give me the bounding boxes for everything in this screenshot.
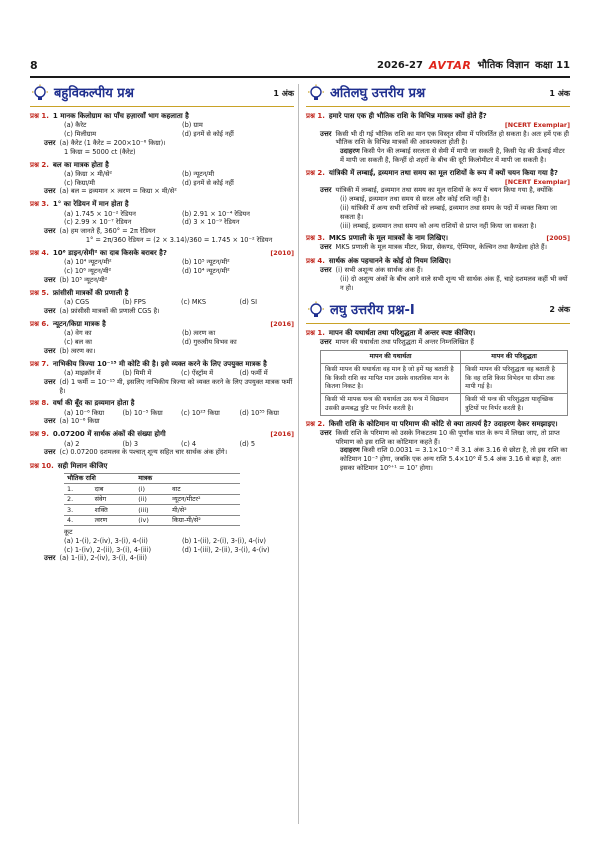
answer-point: (i) लम्बाई, द्रव्यमान तथा समय से सरल और कोई राशि नहीं है। [340, 195, 490, 204]
table-cell: 2. [64, 494, 92, 504]
option: (c) 1-(iv), 2-(ii), 3-(i), 4-(iii) [64, 545, 152, 554]
question-number: प्रश्न 2. [30, 160, 49, 169]
source-tag: [NCERT Exemplar] [504, 121, 570, 130]
option: (b) न्यूटन/मी [182, 169, 215, 178]
example-text: किसी राशि 0.0031 = 3.1×10⁻³ में 3.1 अंक 3.16 से छोटा है, तो इस राशि का कोटिमान 10⁻³ होगा, जबकि एक अन्य राशि 5.4×10⁶ में 5.4 अंक 3.16 से बड़ा है, अतः इसका कोटिमान 10⁶⁺¹ = 10⁷ होगा। [340, 446, 568, 472]
option: (b) मिमी में [122, 369, 152, 378]
answer-label: उत्तर [320, 265, 332, 274]
question-text: सार्थक अंक पहचानने के कोई दो नियम लिखिए। [328, 256, 451, 265]
option: (d) SI [239, 298, 258, 307]
section-marks: 2 अंक [549, 305, 570, 315]
option: (d) 10⁵⁵ किग्रा [239, 408, 279, 417]
table-cell: 1. [64, 484, 92, 494]
table-row [321, 364, 568, 394]
header-year: 2026-27 [377, 60, 423, 72]
option: (a) CGS [64, 298, 90, 307]
table-cell: शक्ति [92, 505, 136, 515]
question-text: यांत्रिकी में लम्बाई, द्रव्यमान तथा समय का मूल राशियों के रूप में क्यों चयन किया गया है? [328, 168, 558, 177]
answer-text: मापन की यथार्थता तथा परिशुद्धता में अन्तर निम्नलिखित हैं [335, 337, 474, 346]
header-subject: भौतिक विज्ञान [477, 60, 530, 72]
answer-text: (c) 0.07200 दशमलव के पश्चात् शून्य सहित चार सार्थक अंक होंगे। [59, 448, 228, 457]
table-cell: 4. [64, 515, 92, 525]
question-number: प्रश्न 3. [30, 200, 49, 209]
table-cell: न्यूटन/मीटर² [169, 494, 240, 504]
table-cell: किसी भी मापक यन्त्र की यथार्थता उस यन्त्र में विद्यमान उसकी क्रमबद्ध त्रुटि पर निर्भर करती है। [321, 394, 461, 416]
question-number: प्रश्न 6. [30, 320, 49, 329]
table-row [64, 515, 240, 525]
question-8 [30, 399, 294, 426]
question-7 [30, 360, 294, 395]
option: (d) 10⁴ न्यूटन/मी² [182, 266, 230, 275]
question-number: प्रश्न 8. [30, 399, 49, 408]
source-tag: [NCERT Exemplar] [504, 177, 570, 186]
answer-formula: 1° = 2π/360 रेडियन = (2 × 3.14)/360 = 1.745 × 10⁻² रेडियन [85, 236, 273, 245]
answer-point: (ii) दो अशून्य अंकों के बीच आने वाले सभी शून्य भी सार्थक अंक हैं, चाहे दशमलव कहीं भी क्यों न हो। [340, 275, 568, 292]
question-6 [30, 320, 294, 356]
answer-point: (i) सभी अशून्य अंक सार्थक अंक हैं। [335, 265, 423, 274]
option: (a) 10⁻⁶ किग्रा [64, 408, 105, 417]
question-text: 1° का रेडियन में मान होता है [52, 200, 129, 209]
question-1 [30, 112, 294, 157]
question-4 [30, 249, 294, 285]
option: (d) इनमें से कोई नहीं [182, 129, 234, 138]
mcq-section-header [30, 84, 294, 107]
table-cell: (iii) [135, 505, 169, 515]
section-title: बहुविकल्पीय प्रश्न [54, 86, 134, 102]
option: (c) किग्रा/मी [64, 178, 95, 187]
table-header: मापन की यथार्थता [321, 351, 461, 364]
table-cell: किसी भी यन्त्र की परिशुद्धता यादृच्छिक त्रुटियों पर निर्भर करती है। [461, 394, 568, 416]
question-number: प्रश्न 10. [30, 461, 54, 470]
answer-text: किसी भी दी गई भौतिक राशि का मान एक विस्तृत सीमा में परिवर्तित हो सकता है। अतः हमें एक ही भौतिक राशि के विभिन्न मात्रकों की आवश्यकता होती है। [335, 129, 570, 147]
year-tag: [2005] [546, 234, 570, 243]
option: (a) किग्रा × मी/से² [64, 169, 113, 178]
table-row [321, 394, 568, 416]
vs-question-1 [306, 112, 570, 165]
example [306, 446, 570, 472]
question-text: 0.07200 में सार्थक अंकों की संख्या होगी [52, 430, 166, 439]
option: (d) 3 × 10⁻⁹ रेडियन [182, 218, 240, 227]
option: (a) 10⁴ न्यूटन/मी² [64, 258, 112, 267]
answer-text: (b) 10⁵ न्यूटन/मी² [59, 275, 108, 284]
bulb-icon [306, 301, 326, 321]
left-column [30, 84, 294, 567]
vs-question-4 [306, 257, 570, 293]
question-number: प्रश्न 5. [30, 288, 49, 297]
question-text: फ्रांसीसी मात्रकों की प्रणाली है [52, 288, 129, 297]
answer-text: (a) 10⁻⁶ किग्रा [59, 417, 100, 426]
vs-question-3 [306, 234, 570, 252]
answer-label: उत्तर [44, 306, 56, 315]
question-9 [30, 430, 294, 457]
question-3 [30, 200, 294, 245]
answer-text: MKS प्रणाली के मूल मात्रक मीटर, किग्रा, सेकण्ड, ऐम्पियर, केल्विन तथा कैण्डेला होते हैं। [335, 243, 548, 252]
short-section-header [306, 301, 570, 324]
table-cell: मी/से² [169, 505, 240, 515]
question-number: प्रश्न 4. [30, 249, 49, 258]
answer-text: (a) हम जानते हैं, 360° = 2π रेडियन [59, 227, 156, 236]
question-2 [30, 161, 294, 197]
option: (d) 5 [239, 439, 256, 448]
answer-text: किसी राशि के परिमाण को उसके निकटतम 10 की पूर्णांक घात के रूप में लिखा जाए, तो प्राप्त परिमाण को इस राशि का कोटिमान कहते हैं। [335, 429, 560, 446]
option: (a) 1-(i), 2-(iv), 3-(i), 4-(ii) [64, 536, 148, 545]
table-header: मात्रक [135, 473, 240, 483]
question-number: प्रश्न 1. [30, 112, 49, 120]
table-cell: किग्रा-मी/से² [169, 515, 240, 525]
header-class: कक्षा 11 [535, 60, 570, 72]
table-cell: दाब [92, 484, 136, 494]
option: (a) 1.745 × 10⁻² रेडियन [64, 209, 136, 218]
option: (c) 2.99 × 10⁻⁷ रेडियन [64, 218, 132, 227]
bulb-icon [306, 84, 326, 104]
section-marks: 1 अंक [273, 88, 294, 98]
option: (a) वेग का [64, 329, 92, 338]
answer-label: उत्तर [320, 337, 332, 346]
answer-text: यांत्रिकी में लम्बाई, द्रव्यमान तथा समय का मूल राशियों के रूप में चयन किया गया है, क्योंकि [335, 186, 553, 195]
vs-question-2 [306, 169, 570, 231]
answer-label: उत्तर [44, 138, 56, 147]
year-tag: [2016] [270, 320, 294, 329]
short-question-2 [306, 420, 570, 473]
answer-text: (d) 1 फर्मी = 10⁻¹⁵ मी, इसलिए नाभिकीय त्रिज्या को व्यक्त करने के लिए उपयुक्त मात्रक फर्मी है। [59, 377, 293, 395]
table-cell: त्वरण [92, 515, 136, 525]
question-text: 1 मानक किलोग्राम का पाँच हज़ारवाँ भाग कहलाता है [52, 112, 189, 120]
answer-text: (a) फ्रांसीसी मात्रकों की प्रणाली CGS है। [59, 306, 160, 315]
option: (b) 10⁻⁵ किग्रा [122, 408, 163, 417]
answer-label: उत्तर [44, 275, 56, 284]
question-number: प्रश्न 9. [30, 430, 49, 439]
answer-label: उत्तर [44, 346, 56, 355]
option: (c) मिलीग्राम [64, 129, 97, 138]
question-text: MKS प्रणाली के मूल मात्रकों के नाम लिखिए। [328, 234, 449, 243]
option: (b) 3 [122, 439, 139, 448]
option: (d) 1-(iii), 2-(ii), 3-(i), 4-(iv) [182, 545, 270, 554]
option: (b) FPS [122, 298, 146, 307]
answer-text: (a) कैरेट (1 कैरेट = 200×10⁻⁶ किग्रा)। [59, 138, 166, 147]
answer-label: उत्तर [320, 129, 332, 138]
question-5 [30, 289, 294, 316]
header-rule [30, 76, 570, 78]
question-text: सही मिलान कीजिए [57, 461, 108, 470]
answer-label: उत्तर [44, 227, 56, 236]
question-10 [30, 462, 294, 564]
option: (b) त्वरण का [182, 329, 216, 338]
answer-text: (a) 1-(ii), 2-(iv), 3-(i), 4-(iii) [59, 554, 148, 563]
answer-label: उत्तर [44, 448, 56, 457]
comparison-table [320, 350, 568, 416]
question-text: बल का मात्रक होता है [52, 160, 109, 169]
column-divider [298, 84, 299, 824]
answer-point: (ii) यांत्रिकी में अन्य सभी राशियों को लम्बाई, द्रव्यमान तथा समय के पदों में व्यक्त किया जा सकता है। [340, 204, 557, 221]
page-header [30, 58, 570, 74]
year-tag: [2016] [270, 430, 294, 439]
table-cell: किसी मापन की परिशुद्धता वह बताती है कि वह राशि किस विभेदन या सीमा तक मापी गई है। [461, 364, 568, 394]
kut-label: कूट [64, 528, 73, 537]
match-table [64, 473, 240, 526]
answer-text: (b) त्वरण का। [59, 346, 96, 355]
option: (b) 1-(ii), 2-(i), 3-(i), 4-(iv) [182, 536, 266, 545]
option: (c) ऐंस्ट्रॉम में [181, 369, 214, 378]
example-label: उदाहरण [340, 446, 360, 455]
page-number: 8 [30, 58, 38, 72]
option: (c) 10⁶ न्यूटन/मी² [64, 266, 112, 275]
year-tag: [2010] [270, 249, 294, 258]
table-cell: संवेग [92, 494, 136, 504]
option: (a) कैरेट [64, 121, 87, 130]
bulb-icon [30, 84, 50, 104]
answer-label: उत्तर [320, 429, 332, 438]
example [306, 147, 570, 164]
short-question-1 [306, 329, 570, 416]
table-cell: (i) [135, 484, 169, 494]
section-title: अतिलघु उत्तरीय प्रश्न [330, 86, 426, 102]
option: (b) ग्राम [182, 121, 203, 130]
option: (d) इनमें से कोई नहीं [182, 178, 234, 187]
answer-label: उत्तर [44, 377, 56, 386]
answer-label: उत्तर [44, 554, 56, 563]
table-cell: वाट [169, 484, 240, 494]
question-number: प्रश्न 7. [30, 359, 49, 368]
answer-point: (iii) लम्बाई, द्रव्यमान तथा समय को अन्य राशियों से प्राप्त नहीं किया जा सकता है। [340, 221, 537, 230]
question-number: प्रश्न 3. [306, 234, 325, 243]
question-text: 10⁶ डाइन/सेमी² का दाब किसके बराबर है? [52, 249, 167, 258]
table-cell: (ii) [135, 494, 169, 504]
table-header: भौतिक राशि [64, 473, 135, 483]
very-short-section-header [306, 84, 570, 107]
option: (c) 4 [181, 439, 197, 448]
question-text: वर्षा की बूँद का द्रव्यमान होता है [52, 399, 135, 408]
question-text: मापन की यथार्थता तथा परिशुद्धता में अन्तर स्पष्ट कीजिए। [328, 328, 476, 337]
question-text: हमारे पास एक ही भौतिक राशि के विभिन्न मात्रक क्यों होते हैं? [328, 112, 487, 120]
example-text: किसी पेन की लम्बाई सरलता से सेमी में मापी जा सकती है, किसी पेड़ की ऊँचाई मीटर में मापी जा सकती है, किन्हीं दो शहरों के बीच की दूरी किलोमीटर में मापी जा सकती है। [340, 147, 565, 164]
brand-logo: AVTAR [428, 58, 472, 72]
section-title: लघु उत्तरीय प्रश्न-I [330, 303, 415, 318]
answer-label: उत्तर [44, 417, 56, 426]
question-text: किसी राशि के कोटिमान या परिमाण की कोटि से क्या तात्पर्य है? उदाहरण देकर समझाइए। [328, 419, 558, 428]
option: (a) 2 [64, 439, 80, 448]
right-column [306, 84, 570, 477]
answer-label: उत्तर [320, 186, 332, 195]
question-text: नाभिकीय त्रिज्या 10⁻¹⁵ मी कोटि की है। इसे व्यक्त करने के लिए उपयुक्त मात्रक है [52, 359, 267, 368]
table-row [64, 484, 240, 494]
table-cell: 3. [64, 505, 92, 515]
option: (b) 2.91 × 10⁻⁴ रेडियन [182, 209, 250, 218]
section-marks: 1 अंक [549, 88, 570, 98]
table-cell: (iv) [135, 515, 169, 525]
option: (d) गुरुत्वीय विभव का [182, 338, 237, 347]
question-number: प्रश्न 2. [306, 168, 325, 177]
question-number: प्रश्न 1. [306, 112, 325, 120]
header-title [377, 59, 570, 74]
option: (d) फर्मी में [239, 369, 268, 378]
option: (c) 10²³ किग्रा [181, 408, 220, 417]
option: (c) बल का [64, 338, 92, 347]
answer-label: उत्तर [44, 187, 56, 196]
answer-label: उत्तर [320, 243, 332, 252]
answer-extra: 1 किग्रा = 5000 ct (कैरेट) [64, 147, 136, 156]
table-cell: किसी मापन की यथार्थता वह मान है जो हमें यह बताती है कि किसी राशि का मापित मान उसके वास्तविक मान के कितना निकट है। [321, 364, 461, 394]
question-number: प्रश्न 4. [306, 256, 325, 265]
table-header: मापन की परिशुद्धता [461, 351, 568, 364]
option: (b) 10⁵ न्यूटन/मी² [182, 258, 230, 267]
question-number: प्रश्न 2. [306, 419, 325, 428]
question-text: न्यूटन/किग्रा मात्रक है [52, 320, 106, 329]
question-number: प्रश्न 1. [306, 328, 325, 337]
example-label: उदाहरण [340, 147, 360, 156]
table-row [64, 494, 240, 504]
option: (c) MKS [181, 298, 207, 307]
option: (a) माइक्रॉन में [64, 369, 101, 378]
table-row [64, 505, 240, 515]
answer-text: (a) बल = द्रव्यमान × त्वरण = किग्रा × मी/से² [59, 187, 177, 196]
